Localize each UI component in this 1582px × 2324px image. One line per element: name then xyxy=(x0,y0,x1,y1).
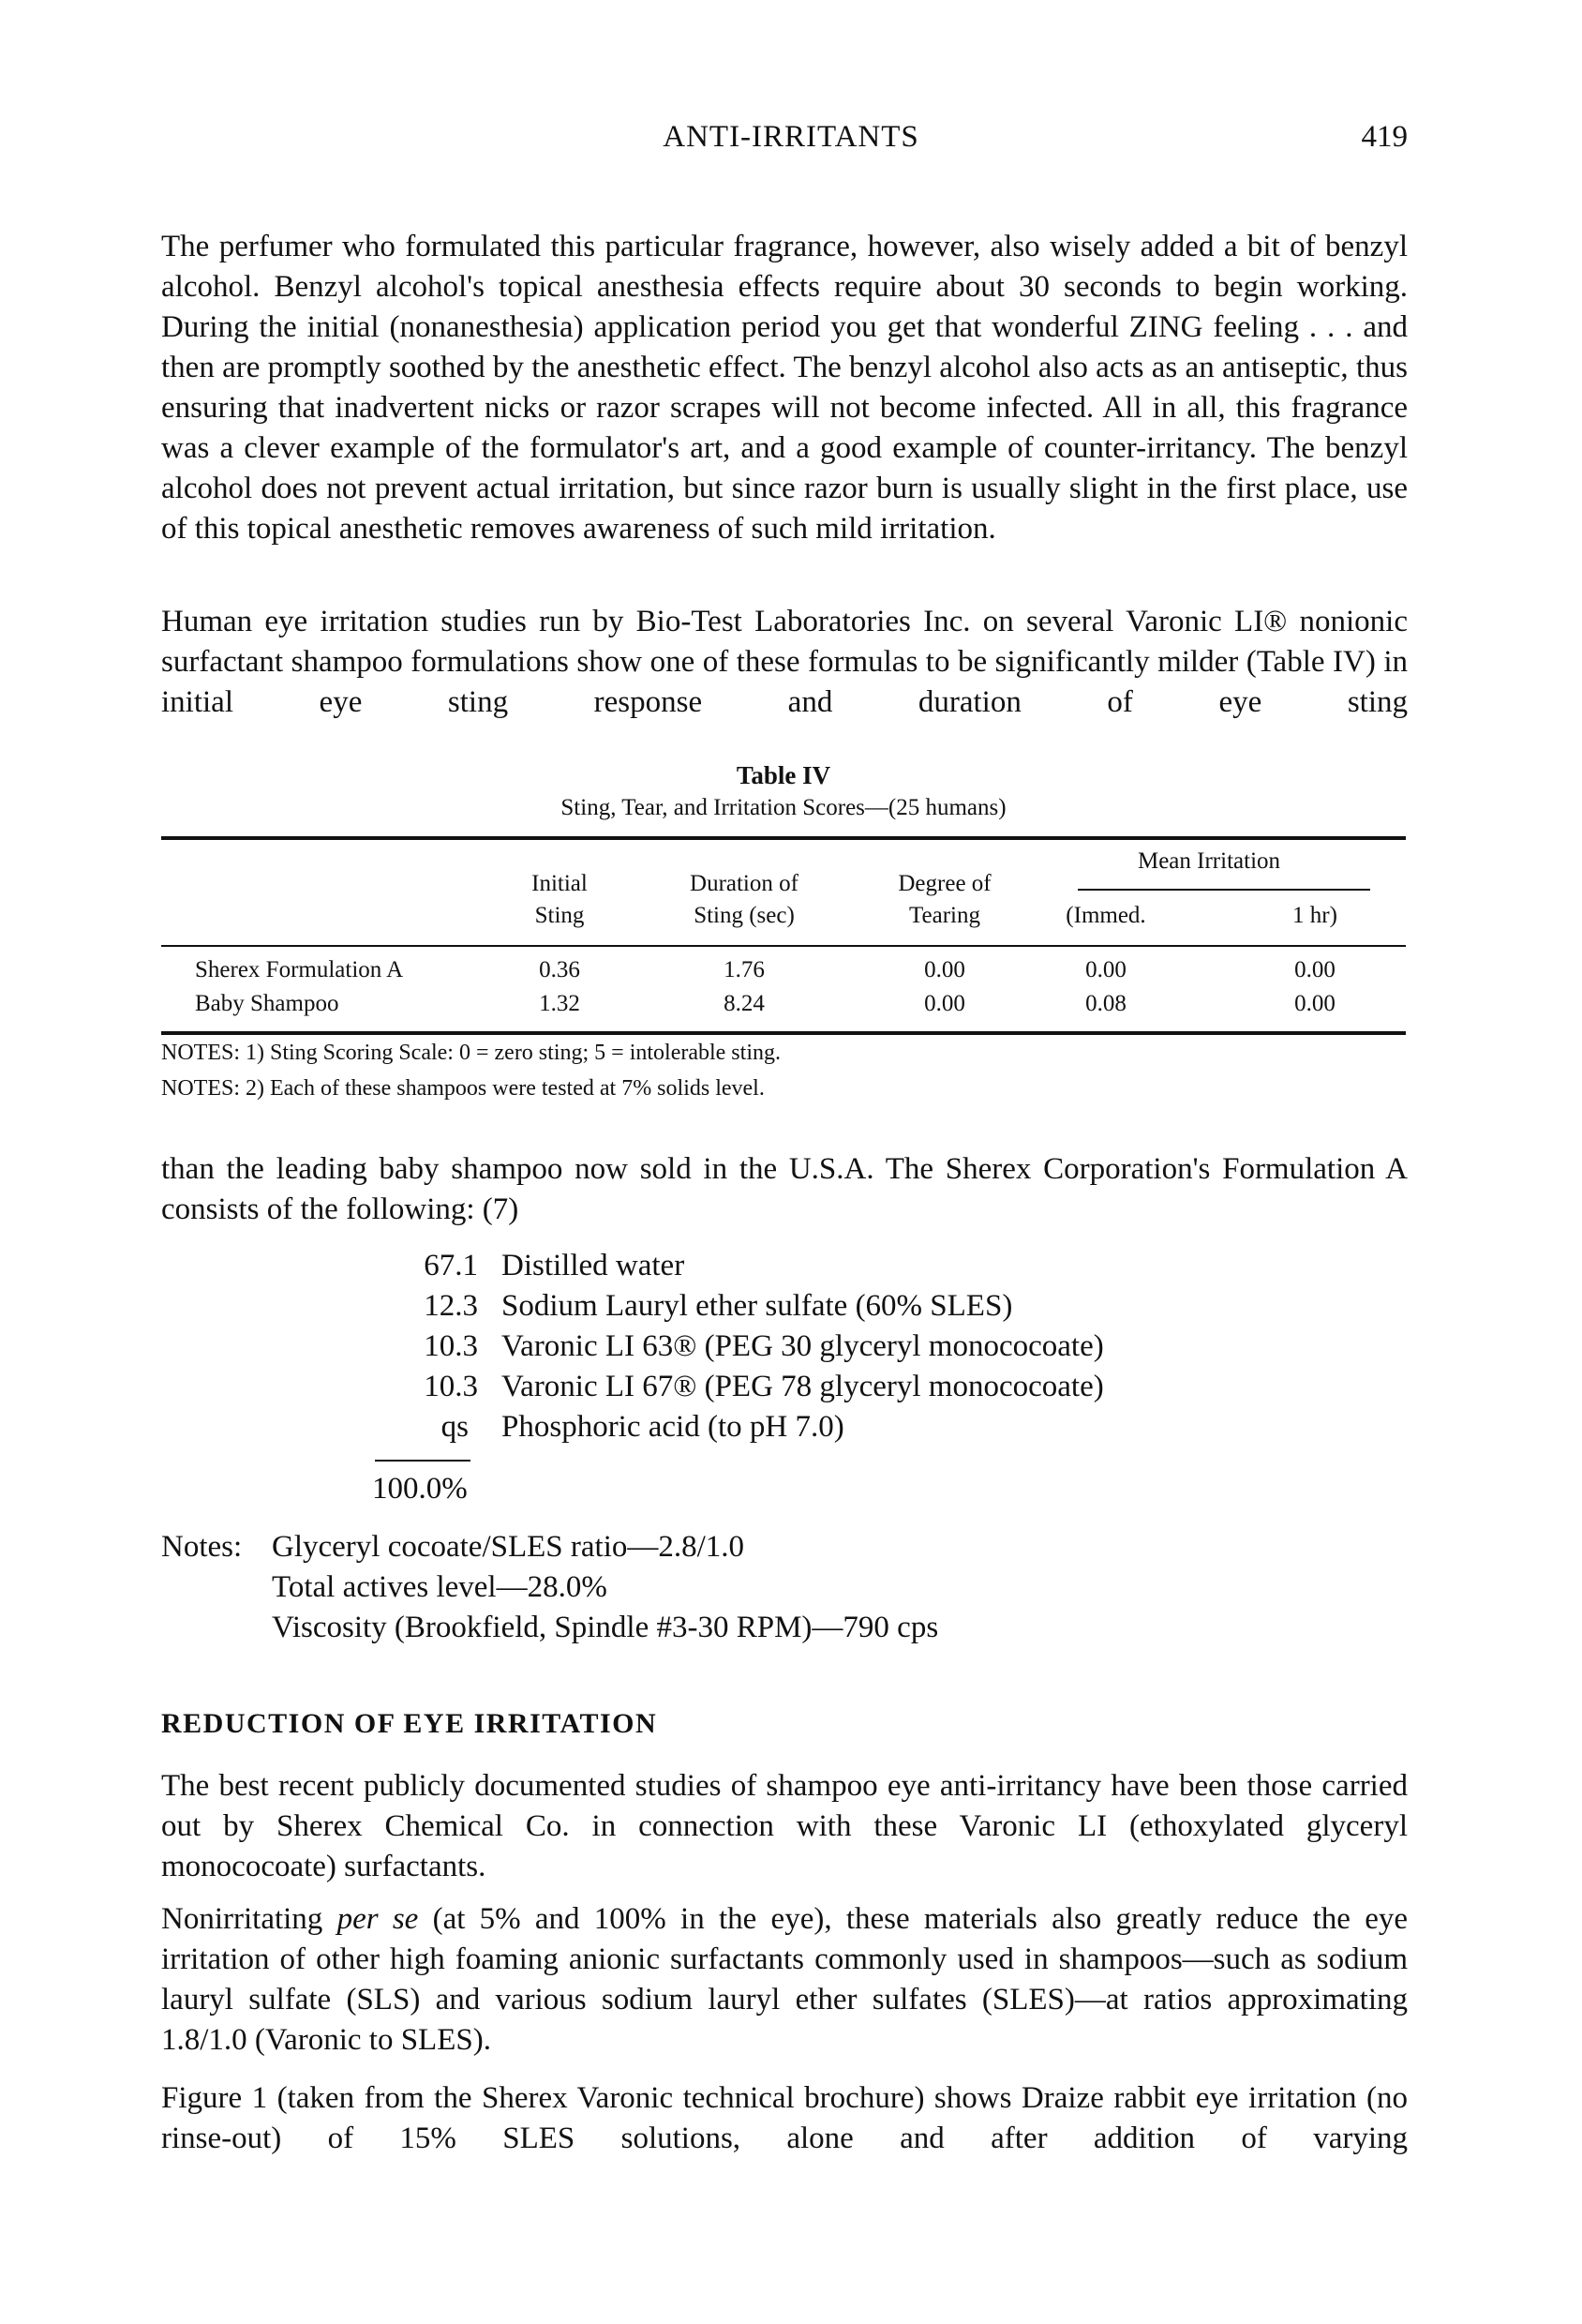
sum-rule xyxy=(375,1460,470,1462)
formulation-total: 100.0% xyxy=(372,1472,468,1506)
col-header-initial-sting: Initial Sting xyxy=(531,871,588,928)
table-note: NOTES: 2) Each of these shampoos were tested at 7% solids level. xyxy=(161,1076,765,1101)
paragraph-6: Figure 1 (taken from the Sherex Varonic technical brochure) shows Draize rabbit eye irritation (no rinse-out) of 15% SLES solutions, alone and after addition of varying xyxy=(161,2081,1408,2155)
table-subtitle: Sting, Tear, and Irritation Scores—(25 humans) xyxy=(560,795,1007,820)
table-bottom-rule xyxy=(161,1031,1406,1035)
table-top-rule xyxy=(161,836,1406,840)
col-header-duration: Duration of Sting (sec) xyxy=(690,871,798,928)
col-header-immed: (Immed. xyxy=(1066,903,1146,928)
paragraph-1: The perfumer who formulated this particular fragrance, however, also wisely added a bit of benzyl alcohol. Benzyl alcohol's topical anesthesia effects require about 30 seconds to begin working. During the initial (nonanesthesia) application period you get that wonderful ZING feeling . . . and then are promptly soothed by the anesthetic effect. The benzyl alcohol also acts as an antiseptic, thus ensuring that inadvertent nicks or razor scrapes will not become infected. All in all, this fragrance was a clever example of the formulator's art, and a good example of counter-irritancy. The benzyl alcohol does not prevent actual irritation, but since razor burn is usually slight in the first place, use of this topical anesthetic removes awareness of such mild irritation. xyxy=(161,230,1408,546)
group-rule xyxy=(1078,889,1370,891)
formulation-note: Glyceryl cocoate/SLES ratio—2.8/1.0 xyxy=(272,1530,745,1564)
group-header: Mean Irritation xyxy=(1137,848,1281,874)
paragraph-5: Nonirritating per se (at 5% and 100% in the eye), these materials also greatly reduce the eye irritation of other high foaming anionic surfactants commonly used in shampoos—such as sodium lauryl sulfate (SLS) and various sodium lauryl ether sulfates (SLES)—at ratios approximating 1.8/1.0 (Varonic to SLES). xyxy=(161,1902,1408,2057)
paragraph-2: Human eye irritation studies run by Bio-Test Laboratories Inc. on several Varonic LI® nonionic surfactant shampoo formulations show one of these formulas to be significantly milder (Table IV) in initial eye sting response and duration of eye sting xyxy=(161,605,1408,719)
table-header-rule xyxy=(161,945,1406,947)
formulation-note: Viscosity (Brookfield, Spindle #3-30 RPM)—790 cps xyxy=(272,1611,939,1644)
formulation-note: Total actives level—28.0% xyxy=(272,1570,607,1604)
col-header-tearing: Degree of Tearing xyxy=(898,871,992,928)
col-header-1hr: 1 hr) xyxy=(1292,903,1337,928)
table-note: NOTES: 1) Sting Scoring Scale: 0 = zero sting; 5 = intolerable sting. xyxy=(161,1041,781,1065)
paragraph-3: than the leading baby shampoo now sold in the U.S.A. The Sherex Corporation's Formulation A consists of the following: (7) xyxy=(161,1152,1408,1226)
table-title: Table IV xyxy=(736,761,831,789)
paragraph-4: The best recent publicly documented studies of shampoo eye anti-irritancy have been those carried out by Sherex Chemical Co. in connection with these Varonic LI (ethoxylated glyceryl monococoate) surfactants. xyxy=(161,1769,1408,1883)
running-header: ANTI-IRRITANTS xyxy=(663,120,919,154)
notes-label: Notes: xyxy=(161,1530,243,1564)
page-number: 419 xyxy=(1361,120,1408,154)
section-heading: REDUCTION OF EYE IRRITATION xyxy=(161,1708,658,1739)
